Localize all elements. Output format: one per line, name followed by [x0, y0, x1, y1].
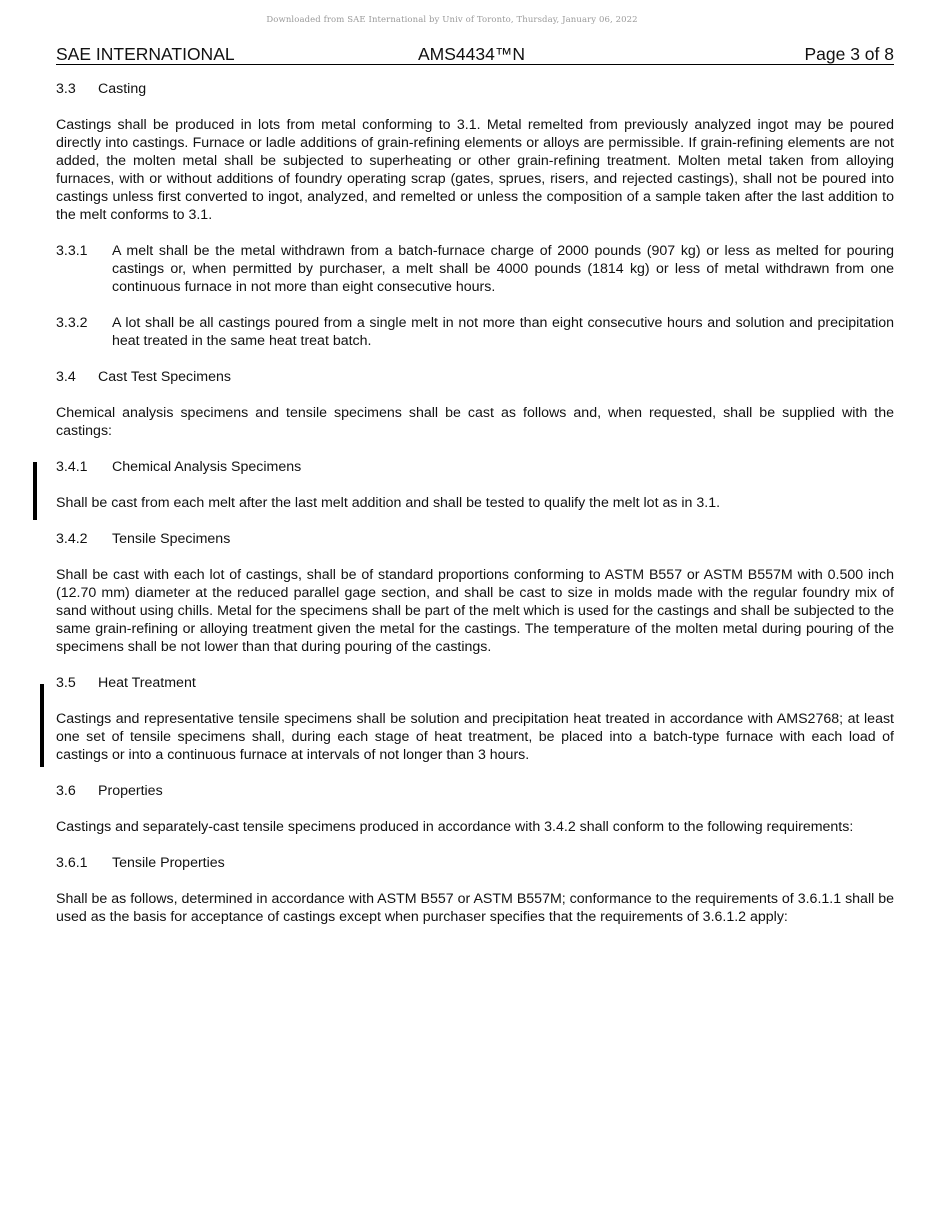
section-number: 3.5 [56, 675, 76, 691]
section-paragraph: Castings and separately-cast tensile specimens produced in accordance with 3.4.2 shall conform to the following requirements: [56, 819, 854, 835]
revision-change-bar [33, 462, 37, 520]
section-heading-3-4-2 [56, 530, 894, 548]
section-title: Tensile Specimens [112, 531, 231, 547]
subsection-text: A melt shall be the metal withdrawn from a batch-furnace charge of 2000 pounds (907 kg) or less as melted for pouring castings or, when permitted by purchaser, a melt shall be 4000 pounds (1814 kg) or less of metal withdrawn from one continuous furnace in not more than eight consecutive hours. [112, 243, 894, 295]
subsection-number: 3.3.1 [56, 243, 88, 259]
section-number: 3.6.1 [56, 855, 88, 871]
section-title: Heat Treatment [98, 675, 196, 691]
subsection-3-3-1 [56, 242, 894, 296]
section-title: Tensile Properties [112, 855, 225, 871]
section-heading-3-4 [56, 368, 894, 386]
section-paragraph: Chemical analysis specimens and tensile specimens shall be cast as follows and, when requested, shall be supplied with the castings: [56, 405, 894, 439]
section-paragraph: Castings shall be produced in lots from metal conforming to 3.1. Metal remelted from previously analyzed ingot may be poured directly into castings. Furnace or ladle additions of grain-refining elements or alloys are permissible. If grain-refining elements are not added, the molten metal shall be subjected to superheating or other grain-refining treatment. Molten metal taken from alloying furnaces, with or without additions of foundry operating scrap (gates, sprues, risers, and rejected castings), shall not be poured into castings unless first converted to ingot, analyzed, and remelted or unless the composition of a sample taken after the last addition to the melt conforms to 3.1. [56, 117, 894, 223]
header-doc-id: AMS4434™N [418, 44, 525, 64]
revision-change-bar [40, 684, 44, 767]
section-title: Properties [98, 783, 163, 799]
section-heading-3-6 [56, 782, 894, 800]
section-number: 3.4.2 [56, 531, 88, 547]
section-number: 3.4 [56, 369, 76, 385]
section-paragraph: Shall be cast from each melt after the last melt addition and shall be tested to qualify the melt lot as in 3.1. [56, 495, 721, 511]
section-heading-3-6-1 [56, 854, 894, 872]
section-heading-3-4-1 [56, 458, 894, 476]
section-number: 3.3 [56, 81, 76, 97]
section-paragraph: Shall be as follows, determined in accordance with ASTM B557 or ASTM B557M; conformance to the requirements of 3.6.1.1 shall be used as the basis for acceptance of castings except when purchaser specifies that the requirements of 3.6.1.2 apply: [56, 891, 894, 925]
section-title: Cast Test Specimens [98, 369, 231, 385]
document-body [56, 80, 894, 944]
download-watermark: Downloaded from SAE International by Univ of Toronto, Thursday, January 06, 2022 [266, 15, 638, 25]
section-number: 3.6 [56, 783, 76, 799]
section-title: Casting [98, 81, 147, 97]
header-page-number: Page 3 of 8 [804, 44, 894, 64]
section-heading-3-3 [56, 80, 894, 98]
section-paragraph: Shall be cast with each lot of castings, shall be of standard proportions conforming to ASTM B557 or ASTM B557M with 0.500 inch (12.70 mm) diameter at the reduced parallel gage section, and shall be cast to size in molds made with the regular foundry mix of sand without using chills. Metal for the specimens shall be part of the melt which is used for the castings and shall be subjected to the same grain-refining or alloying treatment given the metal for the castings. The temperature of the molten metal during pouring of the specimens shall be not lower than that during pouring of the castings. [56, 567, 894, 655]
subsection-3-3-2 [56, 314, 894, 350]
section-number: 3.4.1 [56, 459, 88, 475]
section-heading-3-5 [56, 674, 894, 692]
subsection-number: 3.3.2 [56, 315, 88, 331]
subsection-text: A lot shall be all castings poured from a single melt in not more than eight consecutive hours and solution and precipitation heat treated in the same heat treat batch. [112, 315, 894, 349]
section-paragraph: Castings and representative tensile specimens shall be solution and precipitation heat treated in accordance with AMS2768; at least one set of tensile specimens shall, during each stage of heat treatment, be placed into a batch-type furnace with each load of castings or into a continuous furnace at intervals of not longer than 3 hours. [56, 711, 894, 763]
header-org: SAE INTERNATIONAL [56, 44, 235, 64]
page-header [56, 44, 894, 65]
section-title: Chemical Analysis Specimens [112, 459, 302, 475]
